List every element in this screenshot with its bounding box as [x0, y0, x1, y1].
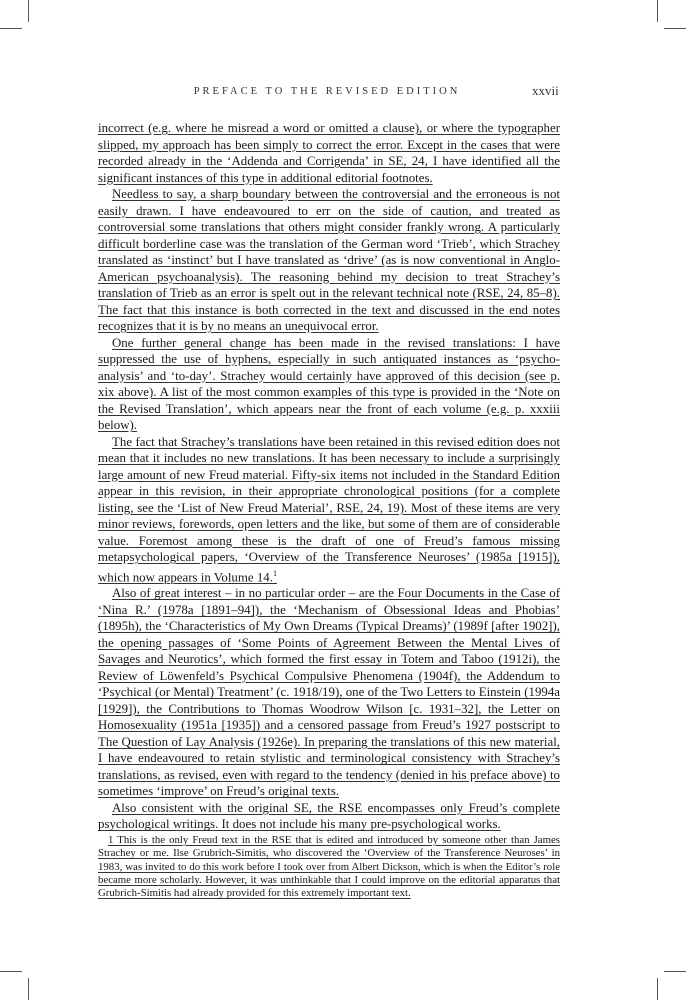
paragraph-text: The fact that Strachey’s translations have been retained in this revised edition does not mean that it includes no new translations. It has been necessary to include a surprisingly large amount of new Freud material. Fifty-six items not included in the Standard Edition appear in this revision, in their appropriate chronological positions (for a complete listing, see the ‘List of New Freud Material’, RSE, 24, 19). Most of these items are very minor reviews, forewords, open letters and the like, but some of them are of considerable value. Foremost among these is the draft of one of Freud’s famous missing metapsychological papers, ‘Overview of the Transference Neuroses’ (1985a [1915]), which now appears in Volume 14.	[98, 434, 560, 584]
crop-mark	[664, 28, 686, 29]
paragraph-text: Needless to say, a sharp boundary between the controversial and the erroneous is not easily drawn. I have endeavoured to err on the side of caution, and treated as controversial some translations that others might consider frankly wrong. A particularly difficult borderline case was the translation of the German word ‘Trieb’, which Strachey translated as ‘instinct’ but I have translated as ‘drive’ (as is now conventional in Anglo-American psychoanalysis). The reasoning behind my decision to treat Strachey’s translation of Trieb as an error is spelt out in the relevant technical note (RSE, 24, 85–8). The fact that this instance is both corrected in the text and discussed in the end notes recognizes that it is by no means an unequivocal error.	[98, 187, 560, 333]
crop-mark	[657, 0, 658, 22]
paragraph	[98, 585, 560, 800]
paragraph-text: One further general change has been made in the revised translations: I have suppressed the use of hyphens, especially in such antiquated instances as ‘psycho-analysis’ and ‘to-day’. Strachey would certainly have approved of this decision (see p. xix above). A list of the most common examples of this type is provided in the ‘Note on the Revised Translation’, which appears near the front of each volume (e.g. p. xxxiii below).	[98, 335, 560, 432]
paragraph-text: Also consistent with the original SE, the RSE encompasses only Freud’s complete psychological writings. It does not include his many pre-psychological works.	[98, 800, 560, 832]
page-number: xxvii	[532, 83, 559, 98]
paragraph-text: Also of great interest – in no particular order – are the Four Documents in the Case of ‘Nina R.’ (1978a [1891–94]), the ‘Mechanism of Obsessional Ideas and Phobias’ (1895h), the ‘Characteristics of My Own Dreams (Typical Dreams)’ (1989f [after 1902]), the opening passages of ‘Some Points of Agreement Between the Mental Lives of Savages and Neurotics’, which formed the first essay in Totem and Taboo (1912i), the Review of Löwenfeld’s Psychical Compulsive Phenomena (1904f), the Addendum to ‘Psychical (or Mental) Treatment’ (c. 1918/19), one of the Two Letters to Einstein (1994a [1929]), the Contributions to Thomas Woodrow Wilson [c. 1931–32], the Letter on Homosexuality (1951a [1935]) and a censored passage from Freud’s 1927 postscript to The Question of Lay Analysis (1926e). In preparing the translations of this new material, I have endeavoured to retain stylistic and terminological consistency with Strachey’s translations, as revised, even with regard to the tendency (denied in his preface above) to sometimes ‘improve’ on Freud’s original texts.	[98, 586, 560, 799]
crop-mark	[0, 971, 22, 972]
footnotes	[98, 834, 560, 901]
running-head: PREFACE TO THE REVISED EDITION	[193, 86, 461, 97]
crop-mark	[28, 978, 29, 1000]
paragraph	[98, 120, 560, 186]
footnote-reference[interactable]: 1	[272, 568, 277, 578]
body-text	[98, 120, 560, 901]
footnote: 1 This is the only Freud text in the RSE that is edited and introduced by someone other than James Strachey or me. Ilse Grubrich-Simitis, who discovered the ‘Overview of the Transference Neuroses’ in 1983, was invited to do this work before I took over from Albert Dickson, which is when the Editor’s role became more scholarly. However, it was unthinkable that I could improve on the editorial apparatus that Grubrich-Simitis had already provided for this extremely important text.	[98, 833, 560, 900]
paragraph-text: incorrect (e.g. where he misread a word or omitted a clause), or where the typographer slipped, my approach has been simply to correct the error. Except in the cases that were recorded already in the ‘Addenda and Corrigenda’ in SE, 24, I have identified all the significant instances of this type in additional editorial footnotes.	[98, 121, 560, 185]
paragraph	[98, 186, 560, 335]
crop-mark	[664, 971, 686, 972]
crop-mark	[28, 0, 29, 22]
crop-mark	[0, 28, 22, 29]
paragraph	[98, 800, 560, 833]
paragraph	[98, 335, 560, 434]
paragraph	[98, 434, 560, 586]
crop-mark	[657, 978, 658, 1000]
